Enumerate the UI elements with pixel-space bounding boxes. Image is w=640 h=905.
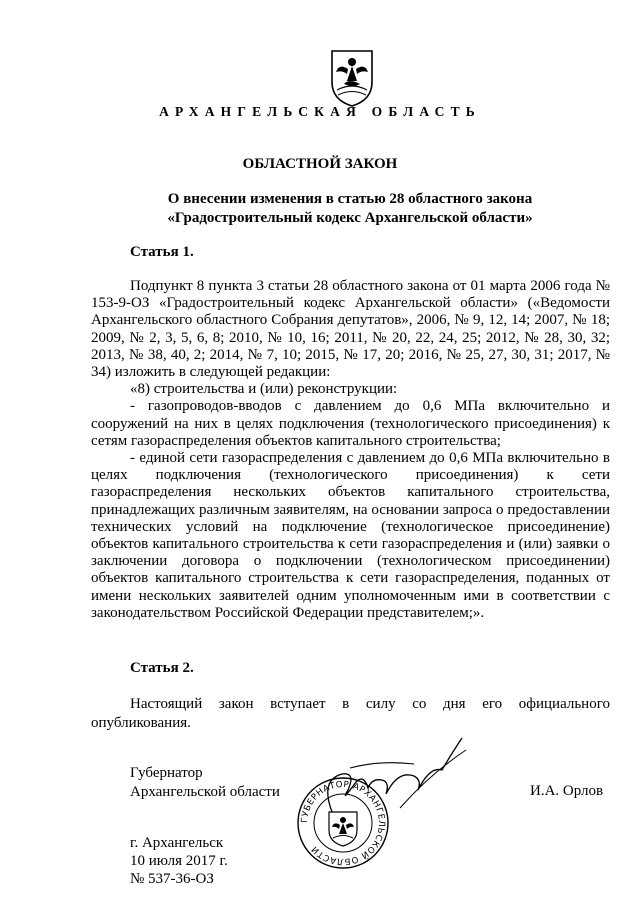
article-2-body bbox=[91, 695, 610, 732]
law-number: № 537-36-ОЗ bbox=[130, 871, 214, 887]
law-title-line: «Градостроительный кодекс Архангельской области» bbox=[167, 210, 533, 226]
seal-text: ГУБЕРНАТОР АРХАНГЕЛЬСКОЙ ОБЛАСТИ bbox=[299, 779, 387, 867]
article-1-paragraph: Подпункт 8 пункта 3 статьи 28 областного закона от 01 марта 2006 года № 153-9-ОЗ «Градостроительный кодекс Архангельской области» («Ведомости Архангельского областного Собрания депутатов», 2006, № 9, 12, 14; 2007, № 18; 2009, № 2, 3, 5, 6, 8; 2010, № 10, 16; 2011, № 20, 22, 24, 25; 2012, № 28, 30, 32; 2013, № 38, 40, 2; 2014, № 7, 10; 2015, № 17, 20; 2016, № 25, 27, 30, 31; 2017, № 34) изложить в следующей редакции: bbox=[91, 278, 610, 381]
law-title-line: О внесении изменения в статью 28 областного закона bbox=[167, 191, 533, 207]
article-1-paragraph: «8) строительства и (или) реконструкции: bbox=[130, 381, 398, 398]
law-type: ОБЛАСТНОЙ ЗАКОН bbox=[242, 156, 398, 172]
signing-info bbox=[130, 834, 228, 888]
governor-title: Губернатор bbox=[130, 765, 203, 781]
signer-name: И.А. Орлов bbox=[530, 783, 604, 799]
article-1-paragraph: - единой сети газораспределения с давлением до 0,6 МПа включительно в целях подключения (технологического присоединения) к сети газораспределения нескольких объектов капитального строительства, принадлежащих различным заявителям, на основании запроса о предоставлении технических условий на подключение (технологическое присоединение) объектов капитального строительства к сети газораспределения и (или) заявки о заключении договора о подключении (технологическом присоединении) объектов капитального строительства к сети газораспределения, поданных от имени нескольких заявителей одним уполномоченным ими в соответствии с законодательством Российской Федерации представителем;». bbox=[91, 450, 610, 621]
article-2-heading: Статья 2. bbox=[130, 660, 194, 676]
governor-position bbox=[130, 764, 280, 802]
governor-region: Архангельской области bbox=[130, 784, 280, 800]
region-name: АРХАНГЕЛЬСКАЯ ОБЛАСТЬ bbox=[159, 104, 481, 119]
signing-date: 10 июля 2017 г. bbox=[130, 853, 228, 869]
article-1-body bbox=[91, 278, 610, 622]
law-title bbox=[150, 190, 550, 228]
seal-icon bbox=[296, 776, 390, 870]
article-1-heading: Статья 1. bbox=[130, 244, 194, 260]
coat-of-arms-icon bbox=[329, 48, 375, 108]
article-1-paragraph: - газопроводов-вводов с давлением до 0,6 МПа включительно и сооружений на них в целях подключения (технологического присоединения) к сетям газораспределения объектов капитального строительства; bbox=[91, 398, 610, 449]
article-2-paragraph: Настоящий закон вступает в силу со дня его официального опубликования. bbox=[91, 696, 610, 731]
signing-city: г. Архангельск bbox=[130, 835, 224, 851]
